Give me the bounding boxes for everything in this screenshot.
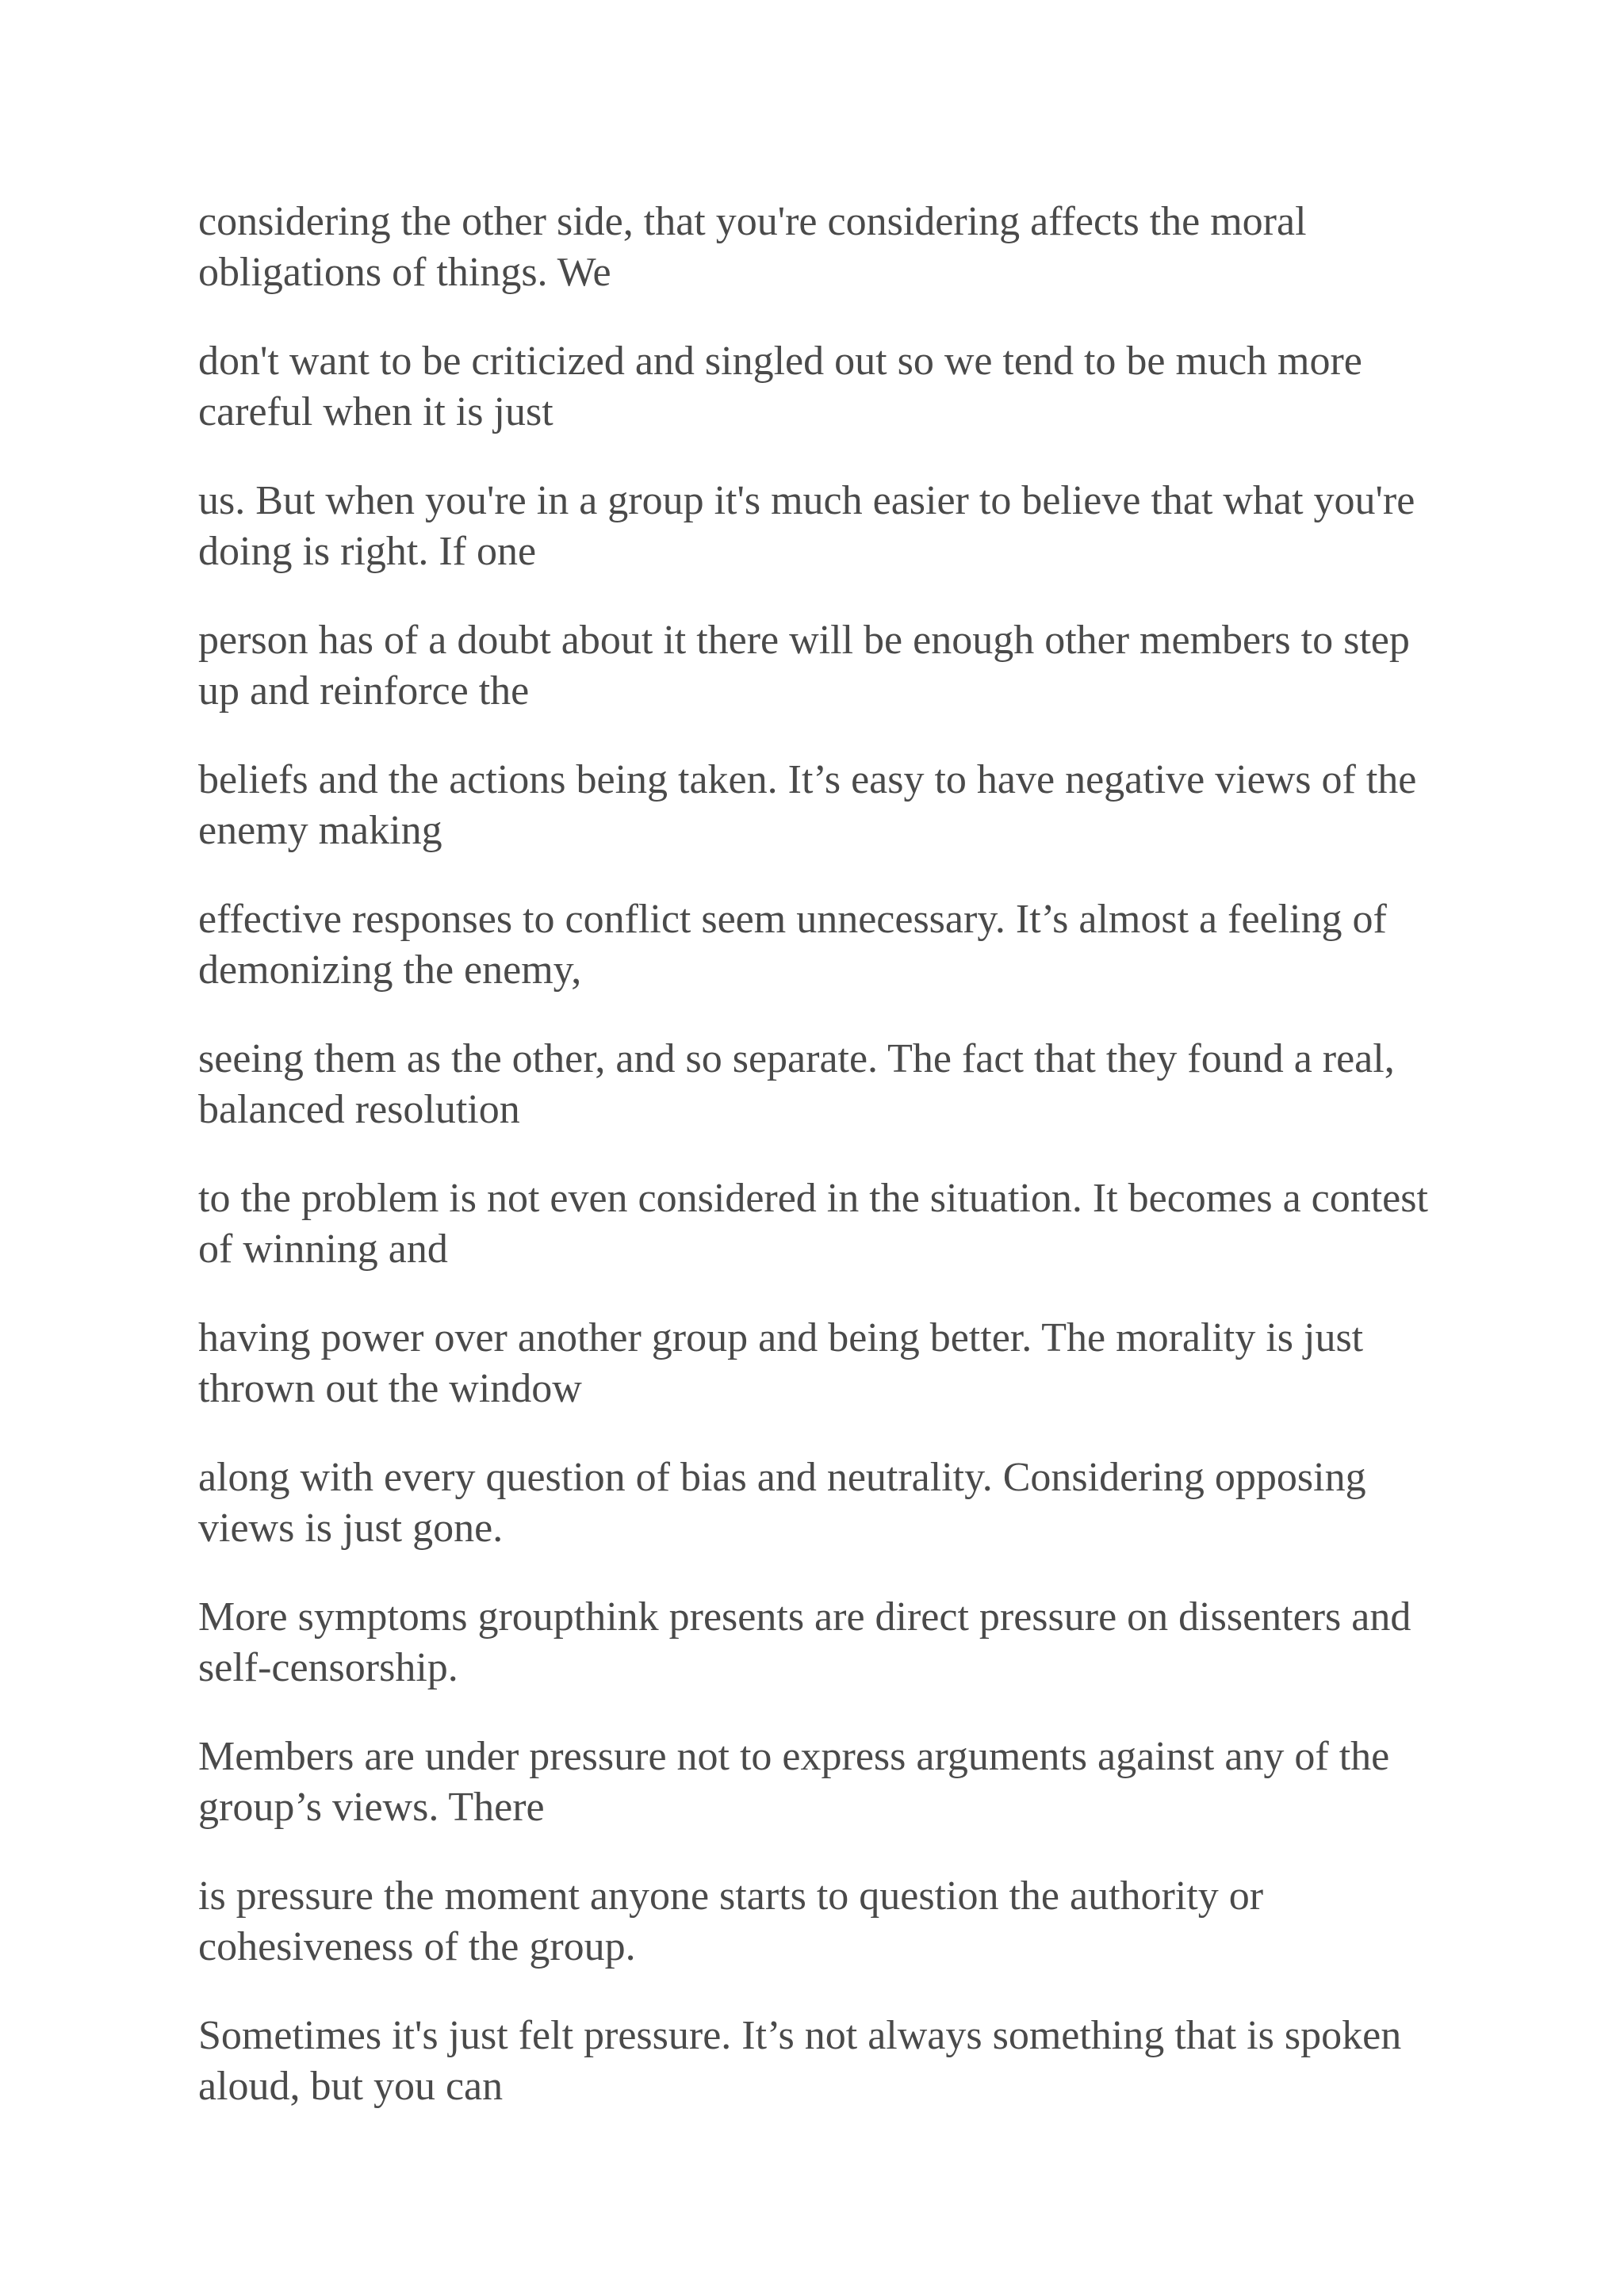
paragraph: Sometimes it's just felt pressure. It’s not always something that is spoken aloud, but you can — [198, 2013, 1402, 2109]
paragraph: to the problem is not even considered in the situation. It becomes a contest of winning and — [198, 1176, 1428, 1272]
paragraph: More symptoms groupthink presents are direct pressure on dissenters and self-censorship. — [198, 1594, 1411, 1690]
paragraph: is pressure the moment anyone starts to question the authority or cohesiveness of the group. — [198, 1873, 1264, 1969]
paragraph: person has of a doubt about it there will be enough other members to step up and reinforce the — [198, 618, 1410, 714]
paragraph: beliefs and the actions being taken. It’s easy to have negative views of the enemy making — [198, 757, 1417, 853]
paragraph: along with every question of bias and neutrality. Considering opposing views is just gone. — [198, 1455, 1366, 1551]
body-text — [198, 197, 1451, 2150]
paragraph: don't want to be criticized and singled out so we tend to be much more careful when it is just — [198, 339, 1362, 434]
paragraph: seeing them as the other, and so separate. The fact that they found a real, balanced resolution — [198, 1036, 1395, 1132]
paragraph: considering the other side, that you're considering affects the moral obligations of things. We — [198, 199, 1307, 295]
paragraph: us. But when you're in a group it's much easier to believe that what you're doing is right. If one — [198, 478, 1415, 574]
paragraph: having power over another group and being better. The morality is just thrown out the window — [198, 1315, 1364, 1411]
paragraph: effective responses to conflict seem unnecessary. It’s almost a feeling of demonizing the enemy, — [198, 897, 1387, 993]
paragraph: Members are under pressure not to express arguments against any of the group’s views. There — [198, 1734, 1390, 1830]
